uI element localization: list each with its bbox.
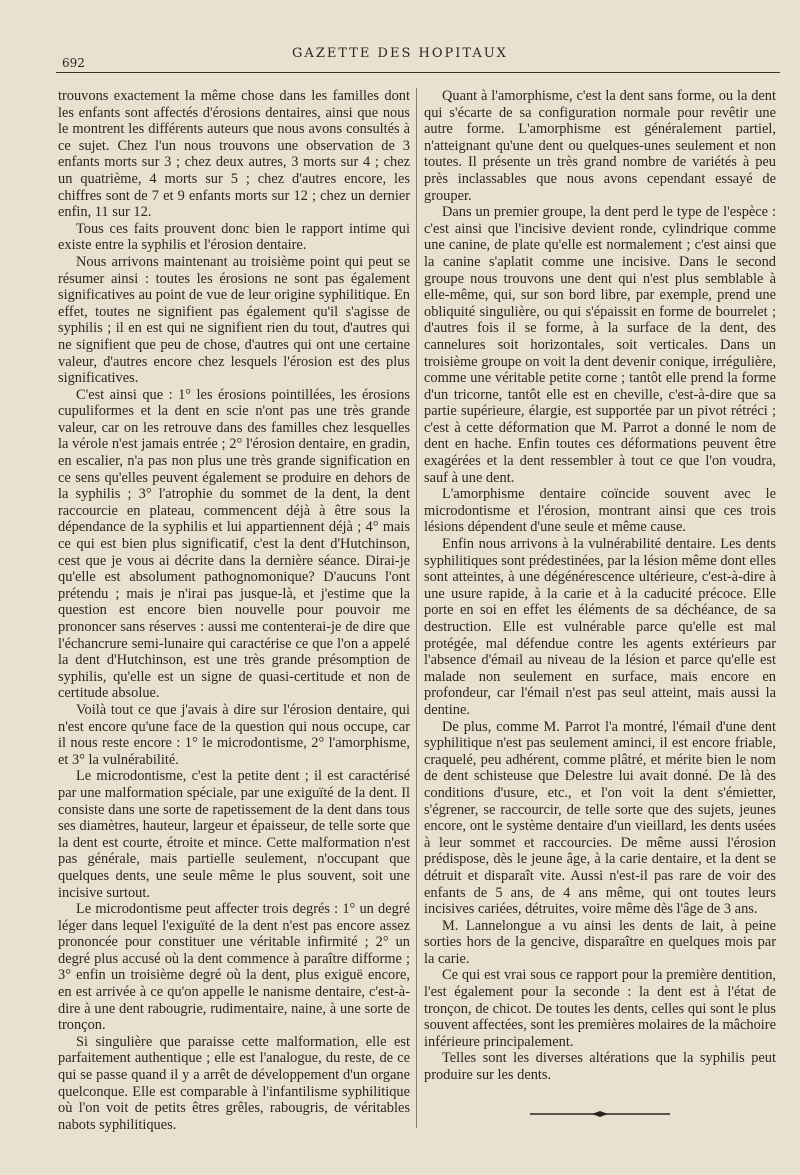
paragraph: L'amorphisme dentaire coïncide souvent avec le microdontisme et l'érosion, montrant ainsi que ces trois lésions dépendent d'une seule et même cause. — [424, 486, 776, 536]
paragraph: Telles sont les diverses altérations que la syphilis peut produire sur les dents. — [424, 1050, 776, 1084]
paragraph: M. Lannelongue a vu ainsi les dents de lait, à peine sorties hors de la gencive, disparaître en quelques mois par la carie. — [424, 917, 776, 967]
paragraph: C'est ainsi que : 1° les érosions pointillées, les érosions cupuliformes et la dent en scie n'ont pas une très grande valeur, car on les retrouve dans des familles chez lesquelles la vérole n'est jamais entrée ; 2° l'érosion dentaire, en gradin, en escalier, n'a pas non plus une très grande signification en ce sens qu'elles peuvent également se produire en dehors de la syphilis ; 3° l'atrophie du sommet de la dent, la dent raccourcie en plateau, commencent déjà à être sous la dépendance de la syphilis et lui appartiennent déjà ; 4° mais ce qui est bien plus significatif, c'est la dent d'Hutchinson, cest que je vous ai décrite dans la dernière séance. Dirai-je qu'elle est absolument pathognomonique? D'aucuns l'ont prétendu ; mais je n'irai pas jusque-là, et j'estime que la question est encore bien nouvelle pour pouvoir me prononcer sans réserves : aussi me contenterai-je de dire que l'échancrure semi-lunaire qui caractérise ce que l'on a appelé la dent d'Hutchinson, est une très grande présomption de syphilis, qu'elle est un signe de quasi-certitude et non de certitude absolue. — [58, 386, 410, 702]
paragraph: Ce qui est vrai sous ce rapport pour la première dentition, l'est également pour la seconde : la dent est à l'état de tronçon, de chicot. De toutes les dents, celles qui sont le plus souvent affectées, sont les premières molaires de la mâchoire inférieure principalement. — [424, 967, 776, 1050]
header-rule — [56, 72, 780, 73]
journal-title: GAZETTE DES HOPITAUX — [292, 46, 508, 61]
paragraph: Voilà tout ce que j'avais à dire sur l'érosion dentaire, qui n'est encore qu'une face de la question qui nous occupe, car il nous reste encore : 1° le microdontisme, 2° l'amorphisme, et 3° la vulnérabilité. — [58, 701, 410, 768]
paragraph: trouvons exactement la même chose dans les familles dont les enfants sont affectés d'érosions dentaires, ainsi que nous le montrent les différents auteurs que nous avons consultés à ce sujet. Chez l'un nous trouvons une observation de 3 enfants morts sur 3 ; chez deux autres, 3 morts sur 4 ; chez un quatrième, 4 morts sur 5 ; chez d'autres encore, les chiffres sont de 7 et 9 enfants morts sur 12 ; chez un dernier enfin, 11 sur 12. — [58, 88, 410, 221]
paragraph: Si singulière que paraisse cette malformation, elle est parfaitement authentique ; elle est l'analogue, du reste, de ce qui se passe quand il y a arrêt de développement d'un organe quelconque. Elle est comparable à l'infantilisme syphilitique où l'on voit de petits êtres grêles, rabougris, de véritables nabots syphilitiques. — [58, 1033, 410, 1133]
paragraph: Enfin nous arrivons à la vulnérabilité dentaire. Les dents syphilitiques sont prédestinées, par la lésion même dont elles sont atteintes, à une dégénérescence ultérieure, c'est-à-dire à une usure rapide, à la carie et à la caducité précoce. Elle porte en soi en effet les éléments de sa déchéance, de sa destruction. Elle est vulnérable parce qu'elle est mal protégée, mal défendue contre les agents extérieurs par l'absence d'émail au niveau de la lésion et parce qu'elle est malade non seulement en surface, mais encore en profondeur, car l'émail n'est pas seul atteint, mais aussi la dentine. — [424, 536, 776, 718]
left-column — [58, 88, 410, 1133]
right-column — [424, 88, 776, 1118]
paragraph: Nous arrivons maintenant au troisième point qui peut se résumer ainsi : toutes les érosions ne sont pas également significatives au point de vue de leur origine syphilitique. En effet, toutes ne signifient pas également qu'il s'agisse de syphilis ; il en est qui ne signifient rien du tout, d'autres qui ne signifient que peu de chose, d'autres qui ont une certaine valeur, d'autres encore chez lesquels l'érosion est des plus significatives. — [58, 253, 410, 387]
paragraph: Le microdontisme peut affecter trois degrés : 1° un degré léger dans lequel l'exiguïté de la dent n'est pas encore assez prononcée pour constituer une véritable infirmité ; 2° un degré plus accusé où la dent commence à paraître difforme ; 3° enfin un troisième degré où la dent, plus exiguë encore, en est arrivée à ce qu'on appelle le nanisme dentaire, c'est-à-dire à une dent rabougrie, rudimentaire, naine, à une sorte de tronçon. — [58, 901, 410, 1034]
paragraph: Quant à l'amorphisme, c'est la dent sans forme, ou la dent qui s'écarte de sa configuration normale pour revêtir une autre forme. L'amorphisme est généralement partiel, n'atteignant qu'une dent ou quelques-unes seulement et non toutes. Il présente un très grand nombre de variétés à peu près inclassables que nous avons cependant essayé de grouper. — [424, 88, 776, 204]
paragraph: Tous ces faits prouvent donc bien le rapport intime qui existe entre la syphilis et l'érosion dentaire. — [58, 220, 410, 254]
end-of-article-rule — [530, 1110, 670, 1118]
paragraph: Dans un premier groupe, la dent perd le type de l'espèce : c'est ainsi que l'incisive devient ronde, cylindrique comme une canine, de plate qu'elle est normalement ; c'est ainsi que la canine s'aplatit comme une incisive. Dans le second groupe nous trouvons une dent qui n'est plus semblable à elle-même, qui, sur son bord libre, par exemple, prend une obliquité singulière, ou qui s'épaissit en forme de bourrelet ; d'autres fois il se forme, à la surface de la dent, des cannelures soit horizontales, soit verticales. Dans un troisième groupe on voit la dent devenir conique, irrégulière, comme une véritable petite corne ; tantôt elle prend la forme d'un tricorne, tantôt elle est en cheville, c'est-à-dire que sa partie supérieure, élargie, est supportée par un pivot rétréci ; c'est à cette déformation que M. Parrot a donné le nom de dent en hache. Enfin toutes ces déformations peuvent être exagérées et la dent ressembler à tout ce que l'on voudra, sauf à une dent. — [424, 204, 776, 486]
paragraph: De plus, comme M. Parrot l'a montré, l'émail d'une dent syphilitique n'est pas seulement aminci, il est encore friable, craquelé, peu adhérent, comme plâtré, et mérite bien le nom de dent schisteuse que Delestre lui avait donné. De là des conditions d'usure, etc., et l'on voit la dent s'émietter, s'égrener, se raccourcir, de telle sorte que des sujets, jeunes encore, ont le système dentaire d'un vieillard, les dents usées à leur sommet et raccourcies. De même aussi l'érosion prédispose, dès le jeune âge, à la carie dentaire, et la dent se détruit et disparaît vite. Aussi n'est-il pas rare de voir des enfants de 5 ans, de 4 ans même, qui ont toutes leurs incisives cariées, détruites, voire même dès l'âge de 3 ans. — [424, 718, 776, 918]
page-header — [0, 42, 800, 72]
page-number: 692 — [62, 56, 85, 70]
paragraph: Le microdontisme, c'est la petite dent ; il est caractérisé par une malformation spéciale, par une exiguïté de la dent. Il consiste dans une sorte de rapetissement de la dent dans tous ses diamètres, hauteur, largeur et épaisseur, de telle sorte que la dent est courte, étroite et mince. Cette malformation n'est pas générale, mais partielle seulement, n'occupant que quelques dents, une seule même le plus souvent, soit une incisive surtout. — [58, 768, 410, 901]
column-divider — [416, 88, 417, 1128]
